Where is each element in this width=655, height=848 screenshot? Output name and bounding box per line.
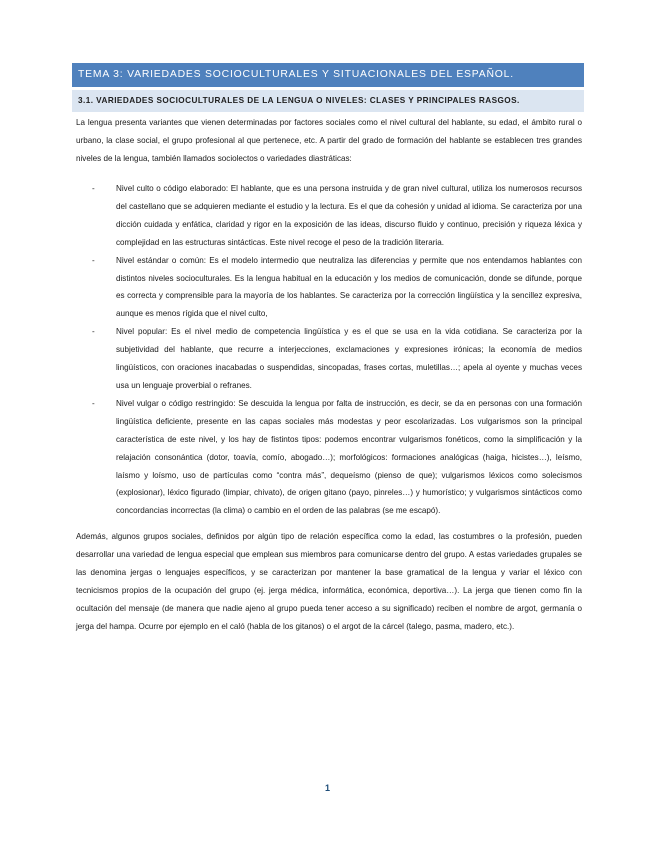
section-heading: 3.1. VARIEDADES SOCIOCULTURALES DE LA LENGUA O NIVELES: CLASES Y PRINCIPALES RASGOS. [72,90,584,112]
list-item [88,252,582,324]
list-item [88,323,582,395]
list-item-text: Nivel popular: Es el nivel medio de competencia lingüística y es el que se usa en la vida cotidiana. Se caracteriza por la subjetividad del hablante, que recurre a interjecciones, exclamaciones y expresiones irónicas; la economía de medios lingüísticos, con oraciones inacabadas o suspendidas, sincopadas, frases cortas, muletillas…; apela al oyente y muchas veces usa un lenguaje proverbial o refranes. [116,327,582,390]
list-item-text: Nivel estándar o común: Es el modelo intermedio que neutraliza las diferencias y permite que nos entendamos hablantes con distintos niveles socioculturales. Es la lengua habitual en la educación y los medios de comunicación, donde se difunde, porque es correcta y comprensible para la mayoría de los hablantes. Se caracteriza por la corrección lingüística y la sencillez expresiva, aunque es menos rígida que el nivel culto, [116,255,582,319]
intro-paragraph: La lengua presenta variantes que vienen determinadas por factores sociales como el nivel cultural del hablante, su edad, el ámbito rural o urbano, la clase social, el grupo profesional al que pertenece, etc. A partir del grado de formación del hablante se establecen tres grandes niveles de la lengua, también llamados sociolectos o variedades diastráticas: [76,118,582,163]
bullet-dash: - [92,398,95,408]
bullet-dash: - [92,327,95,337]
bullet-dash: - [92,184,95,193]
topic-title: TEMA 3: VARIEDADES SOCIOCULTURALES Y SITUACIONALES DEL ESPAÑOL. [72,63,584,87]
list-item-text: Nivel vulgar o código restringido: Se descuida la lengua por falta de instrucción, es decir, se da en personas con una formación lingüística deficiente, presente en las capas sociales más modestas y peor escolarizadas. Los vulgarismos son la principal característica de este nivel, y los hay de fistintos tipos: podemos encontrar vulgarismos fonéticos, como la simplificación y la relajación consonántica (dotor, toavía, comío, abogado…); morfológicos: formaciones analógicas (haiga, hicistes…), leísmo, laísmo y loísmo, uso de partículas como “contra más”, dequeísmo (pienso de que); vulgarismos léxicos como solecismos (explosionar), léxico figurado (limpiar, chivato), de origen gitano (payo, pinreles…) y humorístico; y vulgarismos sintácticos como concordancias incorrectas (la clima) o cambio en el orden de las palabras (se me escapó). [116,398,582,516]
list-item-text: Nivel culto o código elaborado: El hablante, que es una persona instruida y de gran nivel cultural, utiliza los numerosos recursos del castellano que se adquieren mediante el estudio y la lectura. Es el que da cohesión y unidad al idioma. Se caracteriza por una dicción cuidada y enfática, claridad y rigor en la exposición de las ideas, discurso fluido y continuo, precisión y riqueza léxica y complejidad en las estructuras sintácticas. Este nivel recoge el peso de la tradición literaria. [116,184,582,247]
list-item [88,395,582,520]
list-item [88,180,582,252]
bullet-dash: - [92,255,95,265]
groups-paragraph: Además, algunos grupos sociales, definidos por algún tipo de relación específica como la edad, las costumbres o la profesión, pueden desarrollar una variedad de lengua especial que emplean sus miembros para comunicarse dentro del grupo. A estas variedades grupales se las denomina jergas o lenguajes específicos, y se caracterizan por mantener la base gramatical de la lengua y variar el léxico con tecnicismos propios de la ocupación del grupo (ej. jerga médica, informática, económica, deportiva…). La jerga que tienen como fin la ocultación del mensaje (de manera que nadie ajeno al grupo pueda tener acceso a su significado) reciben el nombre de argot, germanía o jerga del hampa. Ocurre por ejemplo en el caló (habla de los gitanos) o el argot de la cárcel (talego, pasma, madero, etc.). [76,532,582,631]
page-number: 1 [324,783,330,793]
levels-list [88,180,582,520]
